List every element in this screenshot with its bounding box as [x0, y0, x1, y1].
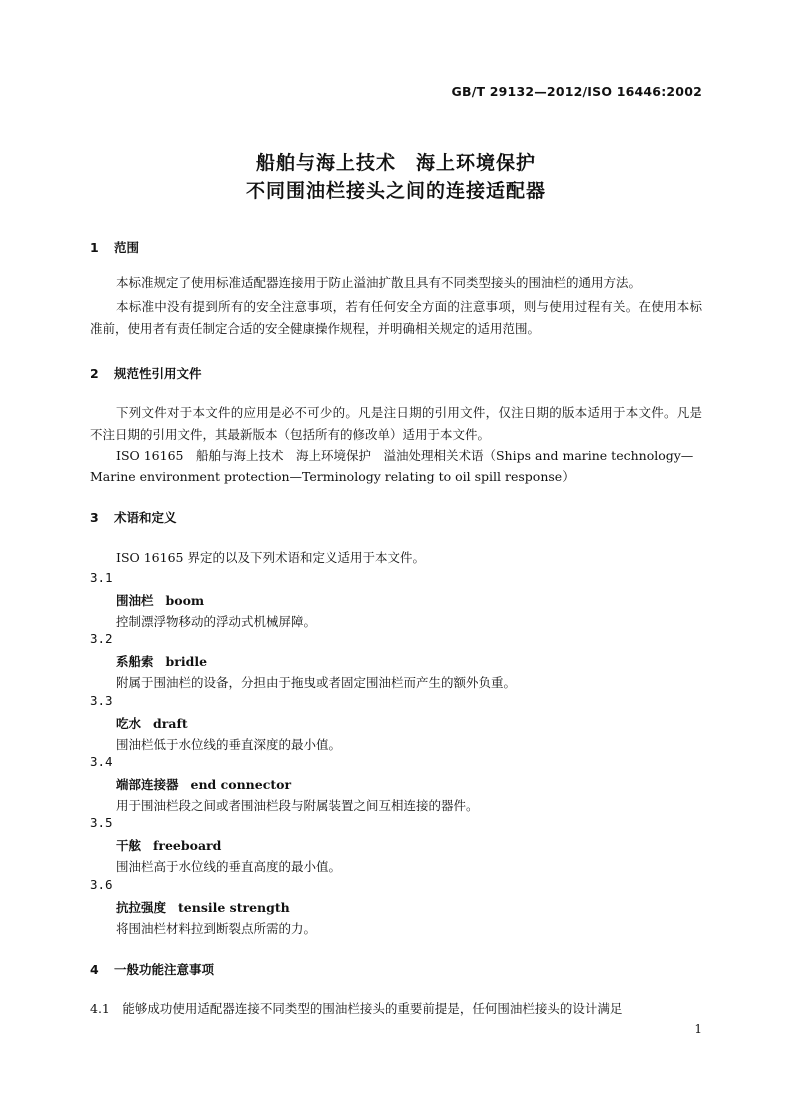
paragraph: 4.1 能够成功使用适配器连接不同类型的围油栏接头的重要前提是，任何围油栏接头的设计满足 [90, 1001, 623, 1016]
term-number: 3.3 [90, 693, 113, 708]
term-heading [116, 591, 204, 609]
term-heading [116, 652, 207, 670]
term-en: draft [153, 716, 188, 731]
page-number: 1 [694, 1022, 702, 1036]
section-title: 范围 [114, 240, 140, 255]
term-number: 3.5 [90, 815, 113, 830]
section-title: 规范性引用文件 [114, 366, 202, 381]
section-title: 一般功能注意事项 [114, 962, 215, 977]
term-definition: 附属于围油栏的设备，分担由于拖曳或者固定围油栏而产生的额外负重。 [116, 675, 517, 690]
paragraph: ISO 16165 界定的以及下列术语和定义适用于本文件。 [116, 550, 425, 565]
term-definition: 围油栏低于水位线的垂直深度的最小值。 [116, 737, 342, 752]
term-heading [116, 775, 291, 793]
term-heading [116, 714, 188, 732]
section-3-heading [90, 508, 177, 526]
term-number: 3.1 [90, 570, 113, 585]
term-cn: 吃水 [116, 716, 142, 731]
paragraph: 本标准中没有提到所有的安全注意事项，若有任何安全方面的注意事项，则与使用过程有关。在使用本标准前，使用者有责任制定合适的安全健康操作规程，并明确相关规定的适用范围。 [90, 299, 702, 336]
term-en: bridle [165, 654, 208, 669]
term-definition: 控制漂浮物移动的浮动式机械屏障。 [116, 614, 317, 629]
term-cn: 系船索 [116, 654, 154, 669]
reference-line: ISO 16165 船舶与海上技术 海上环境保护 溢油处理相关术语（Ships and marine technology— [116, 448, 694, 463]
section-2-heading [90, 364, 202, 382]
section-title: 术语和定义 [114, 510, 177, 525]
section-1-heading [90, 238, 139, 256]
term-definition: 将围油栏材料拉到断裂点所需的力。 [116, 921, 317, 936]
term-en: boom [165, 593, 205, 608]
standard-code: GB/T 29132—2012/ISO 16446:2002 [451, 84, 702, 99]
term-definition: 用于围油栏段之间或者围油栏段与附属装置之间互相连接的器件。 [116, 798, 479, 813]
term-number: 3.4 [90, 754, 113, 769]
term-heading [116, 836, 221, 854]
term-cn: 抗拉强度 [116, 900, 167, 915]
term-cn: 围油栏 [116, 593, 154, 608]
term-en: end connector [190, 777, 292, 792]
term-cn: 干舷 [116, 838, 142, 853]
term-en: freeboard [153, 838, 222, 853]
paragraph: 下列文件对于本文件的应用是必不可少的。凡是注日期的引用文件，仅注日期的版本适用于本文件。凡是不注日期的引用文件，其最新版本（包括所有的修改单）适用于本文件。 [90, 405, 702, 442]
term-en: tensile strength [178, 900, 290, 915]
section-number: 4 [90, 962, 99, 977]
document-title-line2: 不同围油栏接头之间的连接适配器 [245, 180, 546, 202]
term-number: 3.6 [90, 877, 113, 892]
term-definition: 围油栏高于水位线的垂直高度的最小值。 [116, 859, 342, 874]
term-cn: 端部连接器 [116, 777, 179, 792]
section-number: 1 [90, 240, 99, 255]
term-heading [116, 898, 290, 916]
section-number: 2 [90, 366, 99, 381]
term-number: 3.2 [90, 631, 113, 646]
section-4-heading [90, 960, 214, 978]
paragraph: 本标准规定了使用标准适配器连接用于防止溢油扩散且具有不同类型接头的围油栏的通用方法。 [116, 275, 642, 290]
section-number: 3 [90, 510, 99, 525]
reference-line: Marine environment protection—Terminology relating to oil spill response） [90, 469, 575, 484]
document-title-line1: 船舶与海上技术 海上环境保护 [255, 152, 536, 174]
